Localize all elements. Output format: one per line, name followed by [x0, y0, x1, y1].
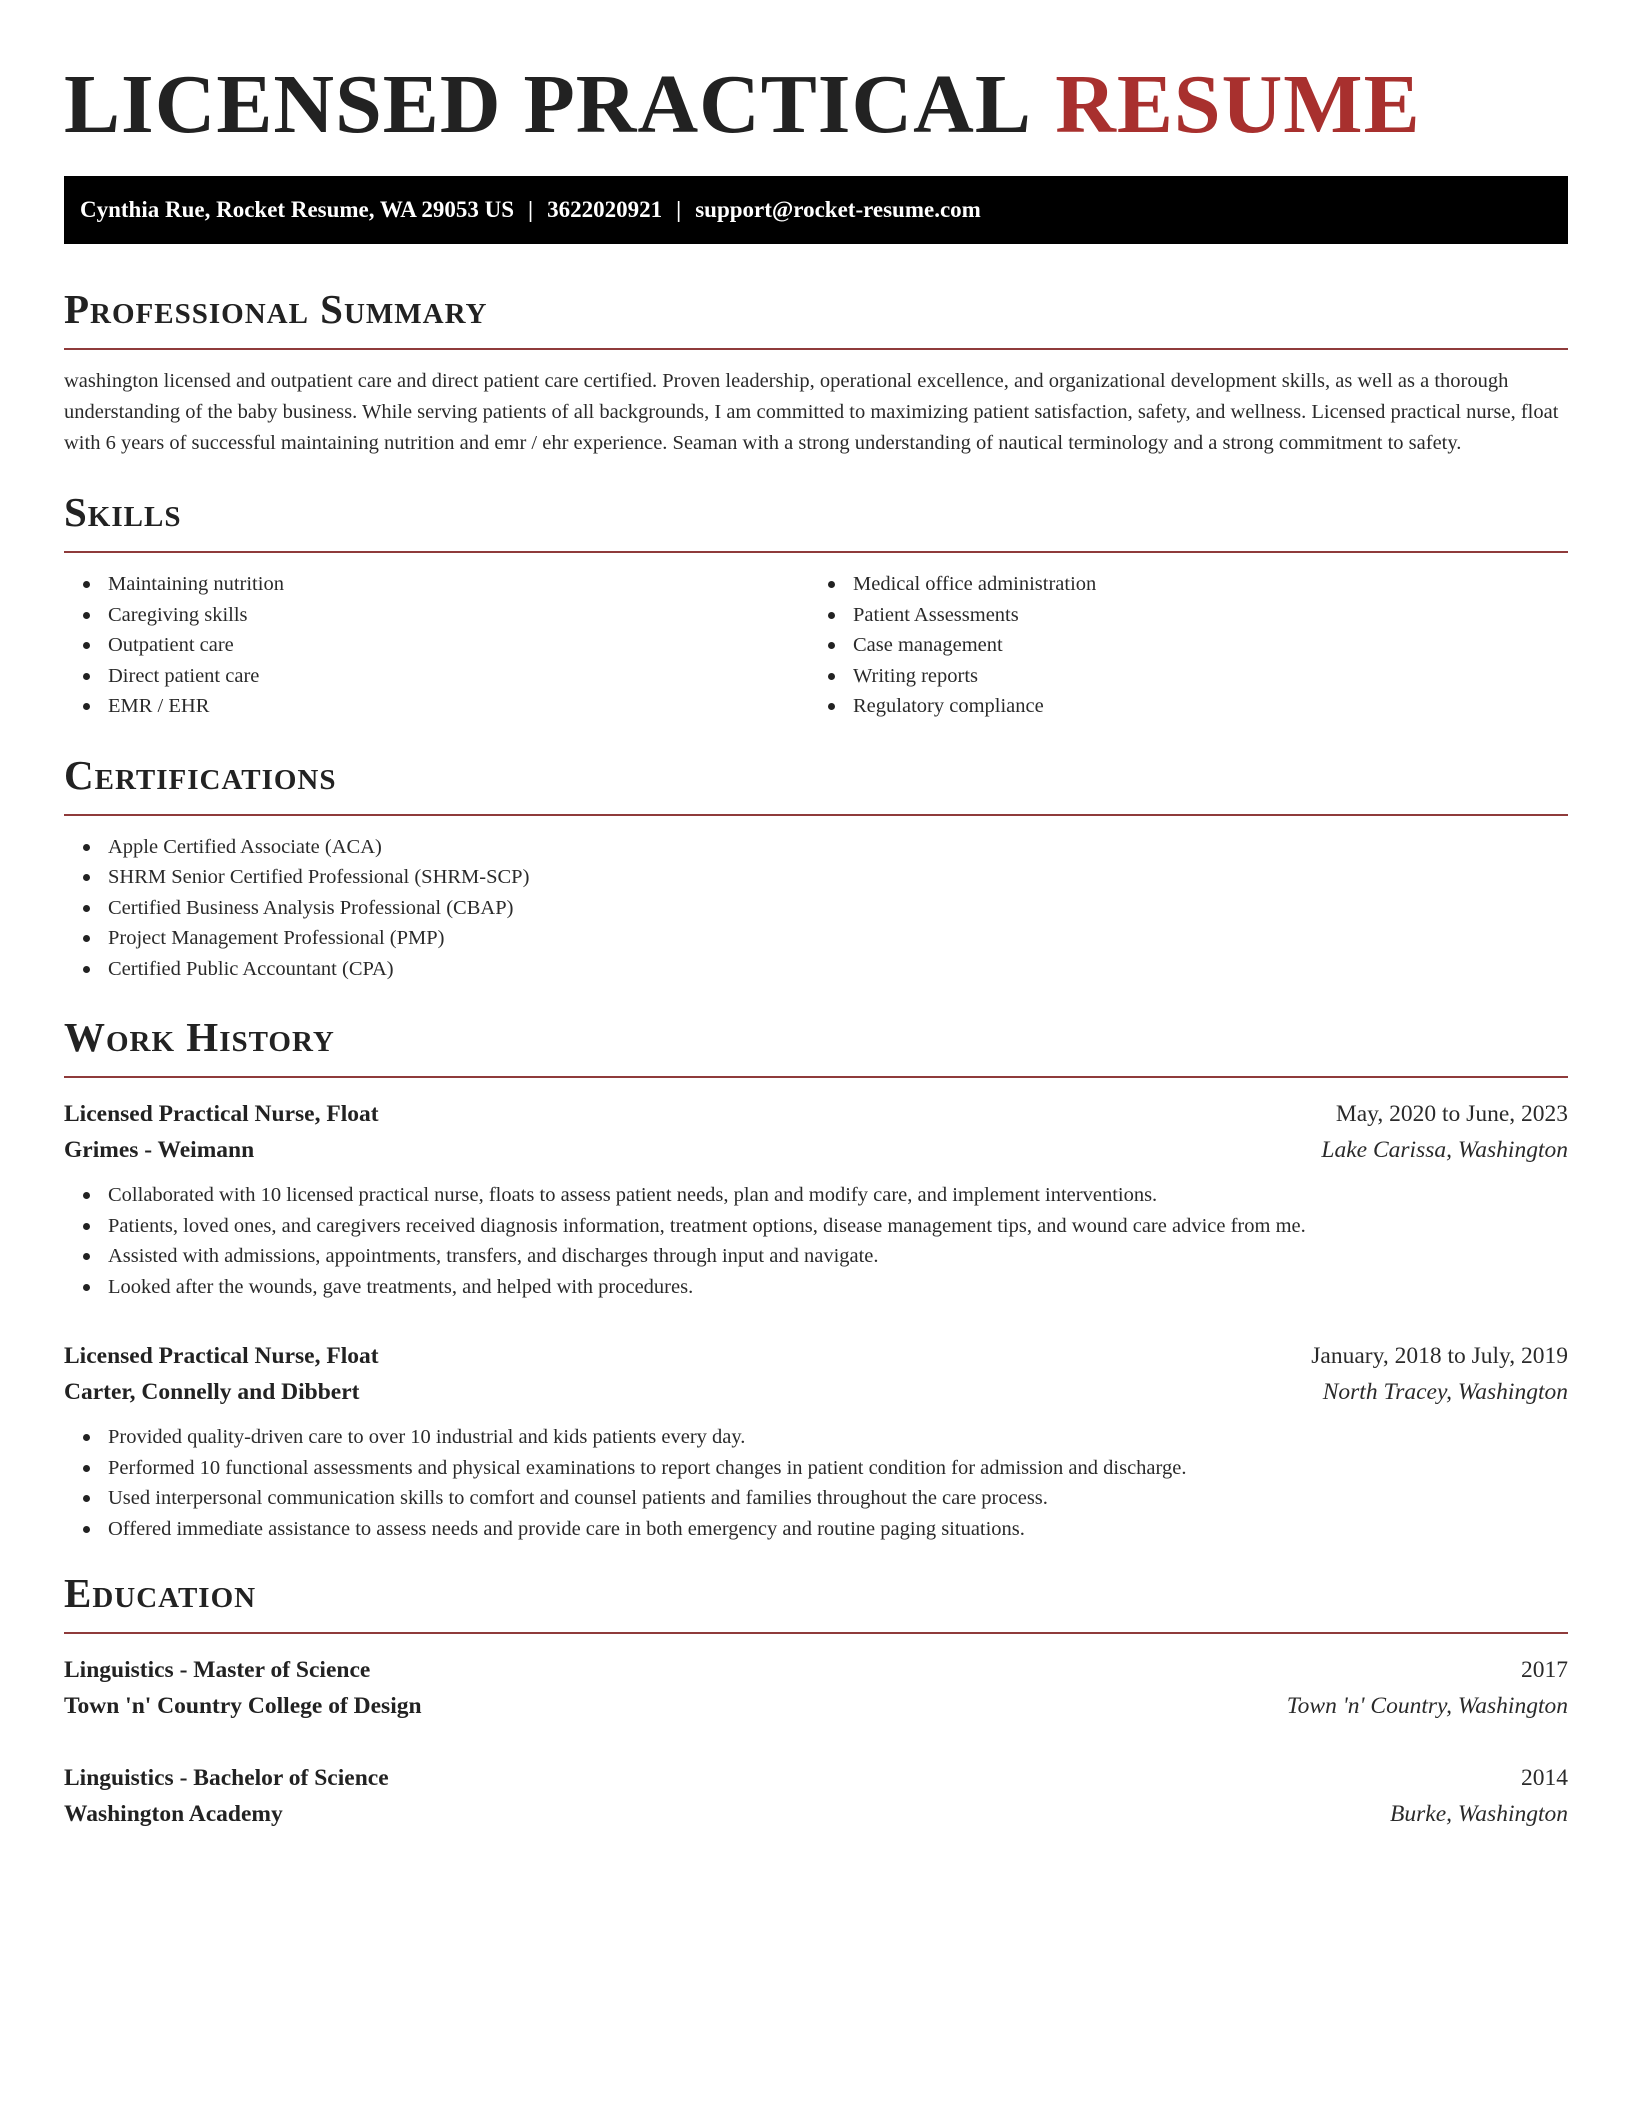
skill-item: Maintaining nutrition — [108, 569, 823, 600]
section-work-history — [64, 1012, 1568, 1544]
education-school-row — [64, 1688, 1568, 1724]
contact-separator: | — [528, 197, 534, 222]
education-location: Burke, Washington — [1390, 1801, 1568, 1827]
job-company: Carter, Connelly and Dibbert — [64, 1379, 360, 1405]
title-accent: RESUME — [1055, 58, 1421, 151]
education-year: 2014 — [1521, 1765, 1568, 1791]
skill-item: Case management — [853, 630, 1568, 661]
section-heading: Work History — [64, 1012, 1568, 1078]
contact-separator: | — [676, 197, 682, 222]
job-bullets — [64, 1180, 1568, 1302]
section-summary — [64, 284, 1568, 459]
education-degree-row — [64, 1652, 1568, 1688]
certification-item: Certified Public Accountant (CPA) — [108, 954, 1568, 985]
skill-item: Patient Assessments — [853, 600, 1568, 631]
job-title: Licensed Practical Nurse, Float — [64, 1101, 379, 1127]
job-entry — [64, 1338, 1568, 1544]
certification-item: SHRM Senior Certified Professional (SHRM-SCP) — [108, 862, 1568, 893]
job-location: Lake Carissa, Washington — [1321, 1137, 1568, 1163]
job-company-row — [64, 1132, 1568, 1168]
education-entry — [64, 1652, 1568, 1724]
section-heading: Professional Summary — [64, 284, 1568, 350]
contact-phone: 3622020921 — [547, 197, 663, 222]
job-bullet: Performed 10 functional assessments and physical examinations to report changes in patient condition for admission and discharge. — [108, 1453, 1568, 1484]
skill-item: Direct patient care — [108, 661, 823, 692]
job-bullet: Assisted with admissions, appointments, transfers, and discharges through input and navigate. — [108, 1241, 1568, 1272]
skills-list-right — [823, 569, 1568, 722]
education-degree-row — [64, 1760, 1568, 1796]
title-main: LICENSED PRACTICAL — [64, 58, 1028, 151]
section-heading: Skills — [64, 487, 1568, 553]
skill-item: EMR / EHR — [108, 691, 823, 722]
section-skills — [64, 487, 1568, 722]
contact-email: support@rocket-resume.com — [695, 197, 981, 222]
skill-item: Medical office administration — [853, 569, 1568, 600]
skills-list-left — [64, 569, 823, 722]
certification-item: Certified Business Analysis Professional (CBAP) — [108, 893, 1568, 924]
summary-text: washington licensed and outpatient care and direct patient care certified. Proven leadership, operational excellence, and organizational development skills, as well as a thorough understanding of the baby business. While serving patients of all backgrounds, I am committed to maximizing patient satisfaction, safety, and wellness. Licensed practical nurse, float with 6 years of successful maintaining nutrition and emr / ehr experience. Seaman with a strong understanding of nautical terminology and a strong commitment to safety. — [64, 370, 1559, 454]
section-heading: Certifications — [64, 750, 1568, 816]
job-bullet: Used interpersonal communication skills to comfort and counsel patients and families throughout the care process. — [108, 1483, 1568, 1514]
job-company-row — [64, 1374, 1568, 1410]
certification-item: Apple Certified Associate (ACA) — [108, 832, 1568, 863]
contact-bar — [64, 176, 1568, 244]
certifications-list — [64, 832, 1568, 985]
job-bullets — [64, 1422, 1568, 1544]
section-certifications — [64, 750, 1568, 985]
job-title: Licensed Practical Nurse, Float — [64, 1343, 379, 1369]
job-dates: May, 2020 to June, 2023 — [1335, 1101, 1568, 1127]
job-dates: January, 2018 to July, 2019 — [1311, 1343, 1568, 1369]
section-heading: Education — [64, 1568, 1568, 1634]
job-company: Grimes - Weimann — [64, 1137, 255, 1163]
skill-item: Caregiving skills — [108, 600, 823, 631]
skill-item: Regulatory compliance — [853, 691, 1568, 722]
job-location: North Tracey, Washington — [1322, 1379, 1568, 1405]
job-bullet: Provided quality-driven care to over 10 industrial and kids patients every day. — [108, 1422, 1568, 1453]
job-entry — [64, 1096, 1568, 1302]
job-bullet: Patients, loved ones, and caregivers received diagnosis information, treatment options, disease management tips, and wound care advice from me. — [108, 1211, 1568, 1242]
section-education — [64, 1568, 1568, 1832]
job-header-row — [64, 1096, 1568, 1132]
job-bullet: Looked after the wounds, gave treatments, and helped with procedures. — [108, 1272, 1568, 1303]
education-year: 2017 — [1521, 1657, 1568, 1683]
job-bullet: Offered immediate assistance to assess needs and provide care in both emergency and routine paging situations. — [108, 1514, 1568, 1545]
education-degree: Linguistics - Master of Science — [64, 1657, 371, 1683]
resume-title — [64, 0, 1568, 150]
education-school: Washington Academy — [64, 1801, 283, 1827]
skill-item: Writing reports — [853, 661, 1568, 692]
job-bullet: Collaborated with 10 licensed practical nurse, floats to assess patient needs, plan and modify care, and implement interventions. — [108, 1180, 1568, 1211]
education-entry — [64, 1760, 1568, 1832]
education-school: Town 'n' Country College of Design — [64, 1693, 422, 1719]
education-degree: Linguistics - Bachelor of Science — [64, 1765, 389, 1791]
education-location: Town 'n' Country, Washington — [1286, 1693, 1568, 1719]
job-header-row — [64, 1338, 1568, 1374]
education-school-row — [64, 1796, 1568, 1832]
contact-address: Cynthia Rue, Rocket Resume, WA 29053 US — [80, 197, 515, 222]
certification-item: Project Management Professional (PMP) — [108, 923, 1568, 954]
skill-item: Outpatient care — [108, 630, 823, 661]
skills-grid — [64, 553, 1568, 722]
